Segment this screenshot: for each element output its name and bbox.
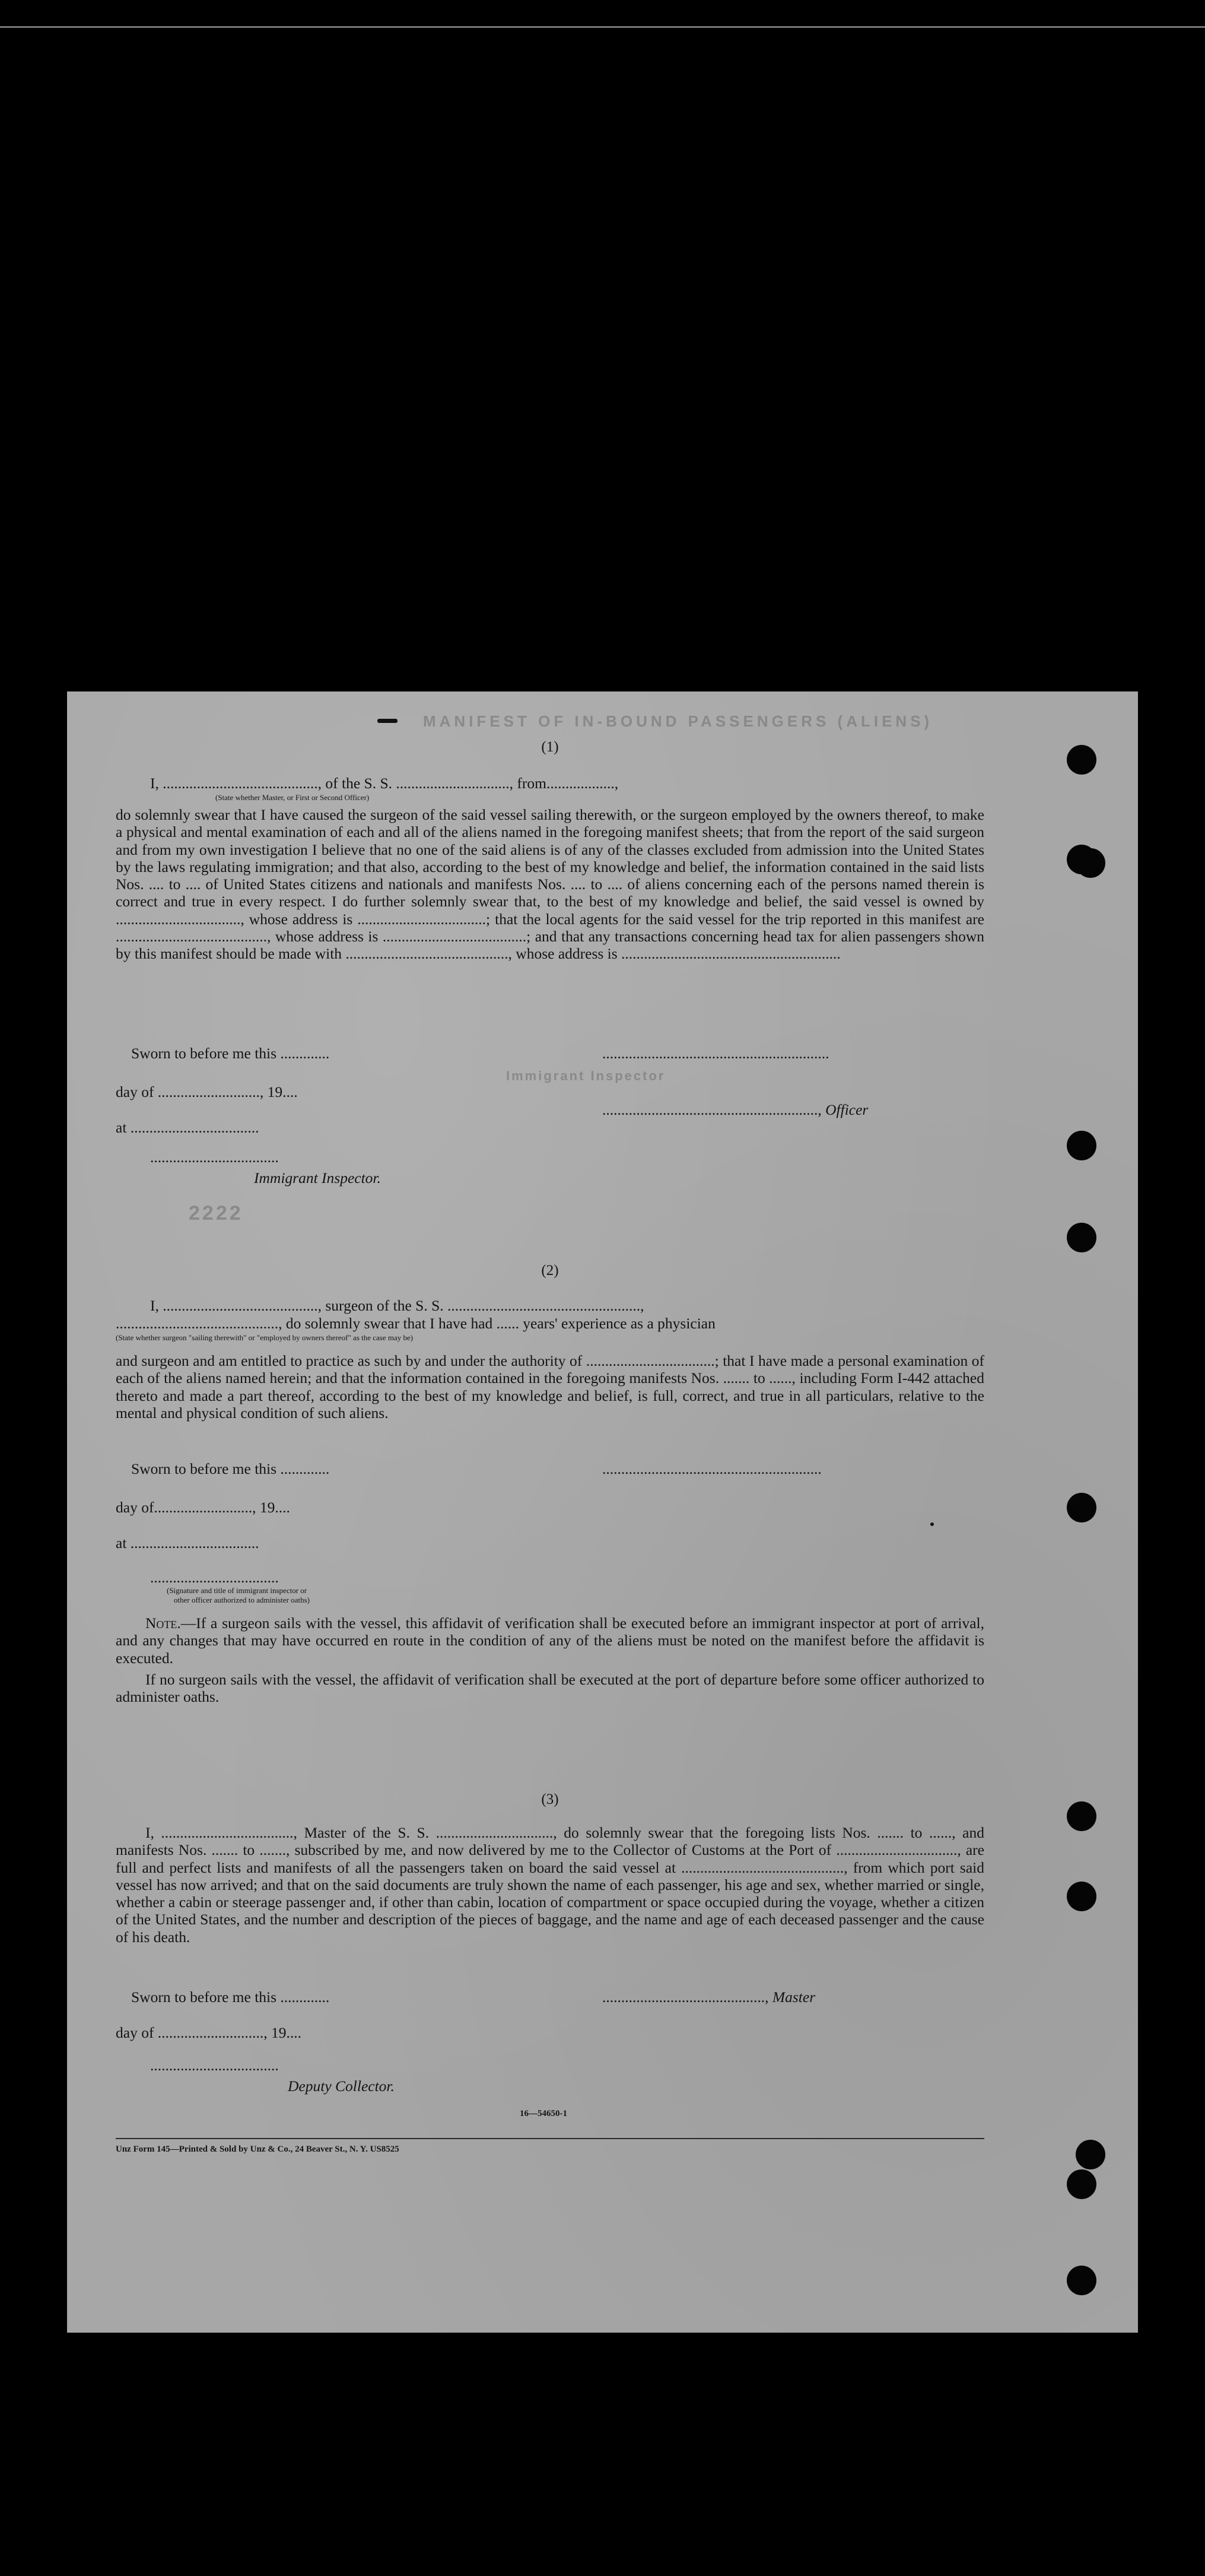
section-2-line-1: I, ........................................., surgeon of the S. S. ..................................................., [150,1297,644,1314]
section-1-officer-note: (State whether Master, or First or Second Officer) [215,793,370,802]
section-3-collector-dots: .................................. [150,2057,279,2074]
section-1-officer-dots: ........................................................., [602,1101,826,1118]
section-3-master-dots: ..........................................., [602,1988,772,2006]
section-2-signature-note-2: other officer authorized to administer oaths) [174,1595,310,1604]
section-2-signature-note-1: (Signature and title of immigrant inspector or [167,1586,307,1595]
ink-smudge [377,719,398,723]
manifest-affidavit-sheet [67,691,1138,2333]
section-3-deputy-collector: Deputy Collector. [288,2077,395,2095]
section-1-first-line: I, ........................................., of the S. S. .............................., from.................., [150,775,619,792]
punch-hole [1076,2140,1105,2169]
section-2-signature-line: .......................................................... [602,1460,822,1477]
section-2-note [116,1614,984,1667]
section-2-sworn-line: Sworn to before me this ............. [131,1460,330,1477]
section-1-officer-label: Officer [825,1101,869,1118]
section-2-oath-body: and surgeon and am entitled to practice as such by and under the authority of ..................................; that I have made a personal examination of each of the aliens named herein; and that the information contained in the foregoing manifests Nos. ....... to ......, including Form I-442 attached thereto and made a part thereof, according to the best of my knowledge and belief, is full, correct, and true in all particulars, relative to the mental and physical condition of such aliens. [116,1352,984,1422]
section-1-officer-line [602,1101,868,1119]
punch-hole [1067,2266,1096,2295]
section-2-number: (2) [541,1262,559,1279]
section-2-inspector-dots: .................................. [150,1569,279,1586]
section-2-surgeon-note: (State whether surgeon "sailing therewith" or "employed by owners thereof" as the case may be) [116,1333,414,1342]
punch-hole [1067,1223,1096,1252]
section-2-at-line: at .................................. [116,1534,259,1552]
punch-hole [1067,1801,1096,1831]
ghost-stamp-bleedthrough: Immigrant Inspector [506,1068,666,1083]
section-3-oath-body: I, ..................................., Master of the S. S. ..............................., do solemnly swear that the foregoing lists Nos. ....... to ......, and manifests Nos. ....... to ......., subscribed by me, and now delivered by me to the Collector of Customs at the Port of ................................, are full and perfect lists and manifests of all the passengers taken on board the said vessel at ..........................................., from which port said vessel has now arrived; and that on the said documents are truly shown the name of each passenger, his age and sex, whether married or single, whether a cabin or steerage passenger and, if other than cabin, location of compartment or space occupied during the voyage, whether a citizen of the United States, and the number and description of the pieces of baggage, and the name and age of each deceased passenger and the cause of his death. [116,1824,984,1946]
section-3-day-line: day of ............................, 19.... [116,2024,302,2041]
section-3-number: (3) [541,1791,559,1807]
section-3-sworn-line: Sworn to before me this ............. [131,1988,330,2006]
footer-rule [116,2138,984,2139]
section-2-note-label: Note. [145,1614,181,1632]
section-2-day-line: day of.........................., 19.... [116,1499,290,1516]
punch-hole [1067,1493,1096,1522]
section-1-day-line: day of ..........................., 19.... [116,1083,298,1100]
ghost-title-bleedthrough: MANIFEST OF IN-BOUND PASSENGERS (ALIENS) [423,712,933,730]
section-1-inspector-dots: .................................. [150,1149,279,1166]
section-2-line-2: ..........................................., do solemnly swear that I have had ...... years' experience as a physician [116,1315,716,1332]
section-1-number: (1) [541,739,559,755]
section-3-master-line [602,1988,815,2006]
section-1-immigrant-inspector: Immigrant Inspector. [254,1169,381,1187]
punch-hole [1067,1882,1096,1911]
section-1-oath-body: do solemnly swear that I have caused the surgeon of the said vessel sailing therewith, or the surgeon employed by the owners thereof, to make a physical and mental examination of each and all of the aliens named in the foregoing manifest sheets; that from the report of the said surgeon and from my own investigation I believe that no one of the said aliens is of any of the classes excluded from admission into the United States by the laws regulating immigration; and that also, according to the best of my knowledge and belief, the information contained in the said lists Nos. .... to .... of United States citizens and nationals and manifests Nos. .... to .... of aliens concerning each of the persons named therein is correct and true in every respect. I do further solemnly swear that, to the best of my knowledge and belief, the said vessel is owned by ................................., whose address is ..................................; that the local agents for the said vessel for the trip reported in this manifest are ........................................, whose address is ......................................; and that any transactions concerning head tax for alien passengers shown by this manifest should be made with ..........................................., whose address is .......................................................... [116,806,984,963]
section-2-note-text: —If a surgeon sails with the vessel, this affidavit of verification shall be executed before an immigrant inspector at port of arrival, and any changes that may have occurred en route in the condition of any of the aliens must be noted on the manifest before the affidavit is executed. [116,1614,984,1667]
punch-hole [1067,1131,1096,1160]
ink-dot [930,1522,934,1526]
ghost-number-bleedthrough: 2222 [189,1202,243,1224]
section-2-note-2: If no surgeon sails with the vessel, the affidavit of verification shall be executed at the port of departure before some officer authorized to administer oaths. [116,1671,984,1706]
section-3-master-label: Master [772,1988,816,2006]
section-1-sworn-line: Sworn to before me this ............. [131,1045,330,1062]
form-code: 16—54650-1 [520,2109,567,2118]
film-border-line [0,26,1205,28]
punch-hole [1067,2169,1096,2199]
section-1-at-line: at .................................. [116,1119,259,1136]
printer-imprint: Unz Form 145—Printed & Sold by Unz & Co., 24 Beaver St., N. Y. US8525 [116,2144,399,2154]
punch-hole [1067,745,1096,775]
punch-hole [1076,848,1105,878]
section-1-signature-line: ............................................................ [602,1045,829,1062]
